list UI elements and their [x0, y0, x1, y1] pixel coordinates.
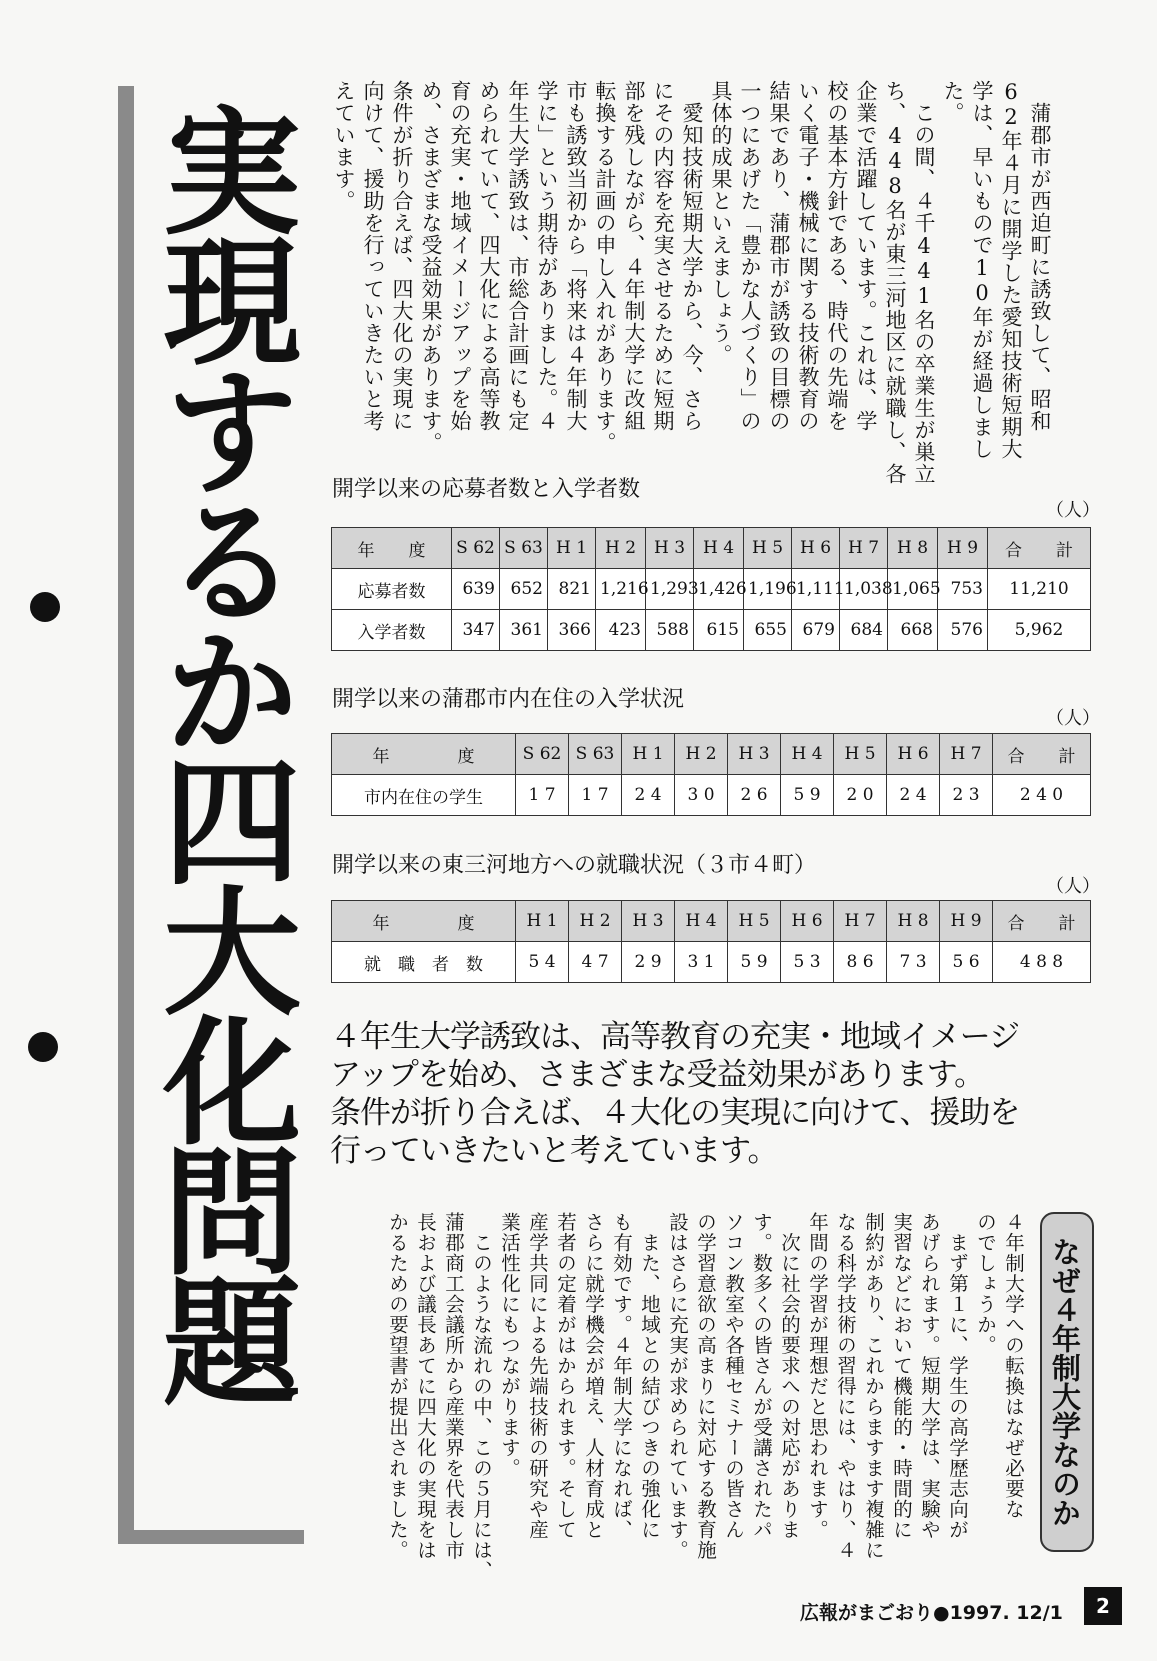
table-cell: 2 9: [622, 942, 675, 983]
table-header-cell: H 1: [516, 901, 569, 942]
table-header-cell: H 7: [840, 528, 888, 569]
table-cell: 588: [646, 610, 694, 651]
table-header-cell: H 1: [622, 734, 675, 775]
table-cell: 576: [938, 610, 988, 651]
table-cell: 1,293: [646, 569, 694, 610]
table-header-cell: H 7: [834, 901, 887, 942]
lead-line: 条件が折り合えば、４大化の実現に向けて、援助を: [330, 1095, 1020, 1131]
table-cell: 1,196: [744, 569, 792, 610]
table-row: [332, 901, 1091, 942]
table-row-label: 入学者数: [332, 610, 452, 651]
table-cell: 1,065: [888, 569, 938, 610]
lead-paragraph: [330, 1018, 1120, 1170]
table-title-residents: 開学以来の蒲郡市内在住の入学状況: [332, 687, 685, 712]
table-cell: 366: [548, 610, 596, 651]
table-cell: 1 7: [569, 775, 622, 816]
employment-table: [331, 900, 1091, 983]
table-cell: 3 1: [675, 942, 728, 983]
table-header-cell: 年 度: [332, 734, 516, 775]
table-header-cell: S 63: [500, 528, 548, 569]
table-header-cell: H 5: [744, 528, 792, 569]
table-header-cell: 合 計: [993, 734, 1091, 775]
table-header-cell: H 6: [792, 528, 840, 569]
table-header-cell: H 6: [887, 734, 940, 775]
table-header-cell: H 3: [646, 528, 694, 569]
lead-line: ４年生大学誘致は、高等教育の充実・地域イメージ: [330, 1019, 1020, 1055]
table-header-cell: 年 度: [332, 528, 452, 569]
table-header-cell: H 8: [887, 901, 940, 942]
table-row-label: 市内在住の学生: [332, 775, 516, 816]
table-total-cell: 2 4 0: [993, 775, 1091, 816]
table-cell: 7 3: [887, 942, 940, 983]
table-unit-residents: （人）: [1046, 708, 1100, 729]
table-header-cell: S 63: [569, 734, 622, 775]
table-header-cell: H 7: [940, 734, 993, 775]
table-row: [332, 528, 1091, 569]
table-row: [332, 734, 1091, 775]
table-total-cell: 5,962: [988, 610, 1091, 651]
table-cell: 347: [452, 610, 500, 651]
headline: 実現するか四大化問題: [140, 100, 301, 1400]
table-cell: 1,216: [596, 569, 646, 610]
table-header-cell: H 6: [781, 901, 834, 942]
table-total-cell: 11,210: [988, 569, 1091, 610]
table-unit-employment: （人）: [1046, 876, 1100, 897]
lead-line: 行っていきたいと考えています。: [330, 1133, 778, 1169]
table-cell: 423: [596, 610, 646, 651]
applicants-table: [331, 527, 1091, 651]
table-row-label: 就 職 者 数: [332, 942, 516, 983]
table-unit-applicants: （人）: [1046, 500, 1100, 521]
table-cell: 2 6: [728, 775, 781, 816]
table-row-label: 応募者数: [332, 569, 452, 610]
table-cell: 2 0: [834, 775, 887, 816]
punch-hole-upper: [30, 592, 60, 622]
table-cell: 679: [792, 610, 840, 651]
table-cell: 4 7: [569, 942, 622, 983]
table-header-cell: S 62: [516, 734, 569, 775]
table-header-cell: H 1: [548, 528, 596, 569]
table-cell: 1,111: [792, 569, 840, 610]
table-cell: 1 7: [516, 775, 569, 816]
table-cell: 5 9: [781, 775, 834, 816]
table-title-applicants: 開学以来の応募者数と入学者数: [332, 477, 641, 502]
table-row: [332, 775, 1091, 816]
table-header-cell: H 4: [694, 528, 744, 569]
headline-bar: [118, 86, 134, 1542]
table-cell: 1,038: [840, 569, 888, 610]
table-cell: 2 4: [622, 775, 675, 816]
table-row: [332, 610, 1091, 651]
why-heading: なぜ４年制大学なのか: [1040, 1212, 1094, 1552]
table-cell: 5 9: [728, 942, 781, 983]
table-title-employment: 開学以来の東三河地方への就職状況（３市４町）: [332, 853, 817, 878]
table-cell: 8 6: [834, 942, 887, 983]
table-row: [332, 942, 1091, 983]
table-header-cell: H 4: [675, 901, 728, 942]
table-header-cell: H 2: [596, 528, 646, 569]
table-cell: 5 4: [516, 942, 569, 983]
table-cell: 3 0: [675, 775, 728, 816]
table-header-cell: S 62: [452, 528, 500, 569]
table-cell: 639: [452, 569, 500, 610]
table-header-cell: 合 計: [988, 528, 1091, 569]
table-total-cell: 4 8 8: [993, 942, 1091, 983]
table-row: [332, 569, 1091, 610]
table-cell: 753: [938, 569, 988, 610]
table-header-cell: H 5: [834, 734, 887, 775]
table-header-cell: H 4: [781, 734, 834, 775]
table-header-cell: H 3: [728, 734, 781, 775]
punch-hole-lower: [28, 1032, 58, 1062]
table-cell: 615: [694, 610, 744, 651]
table-header-cell: H 9: [940, 901, 993, 942]
table-cell: 684: [840, 610, 888, 651]
table-header-cell: H 9: [938, 528, 988, 569]
footer-publication: 広報がまごおり●1997. 12/1: [800, 1602, 1063, 1624]
table-header-cell: H 2: [675, 734, 728, 775]
lead-line: アップを始め、さまざまな受益効果があります。: [330, 1057, 985, 1093]
intro-article: 蒲郡市が西迫町に誘致して、昭和 62年４月に開学した愛知技術短期大 学は、早いもので10年が経過しまし た。 この間、４千441名の卒業生が巣立 ち、448名が東三河地区に就職し、各 企業で活躍しています。これは、学 校の基本方針である、時代の先端を いく電子・機械に関する技術教育の 結果であり、蒲郡市が誘致の目標の 一つにあげた「豊かな人づくり」の 具体的成果といえましょう。 愛知技術短期大学から、今、さら にその内容を充実させるために短期 部を残しながら、４年制大学に改組 転換する計画の申し入れがあります。 市も誘致当初から「将来は４年制大 学に」という期待がありました。４ 年生大学誘致は、市総合計画にも定 められていて、四大化による高等教 育の充実・地域イメージアップを始 め、さまざまな受益効果があります。 条件が折り合えば、四大化の実現に 向けて、援助を行っていきたいと考 えています。: [332, 80, 1052, 485]
table-cell: 5 6: [940, 942, 993, 983]
residents-table: [331, 733, 1091, 816]
table-cell: 821: [548, 569, 596, 610]
table-cell: 1,426: [694, 569, 744, 610]
table-header-cell: 合 計: [993, 901, 1091, 942]
table-cell: 652: [500, 569, 548, 610]
table-header-cell: H 2: [569, 901, 622, 942]
table-header-cell: 年 度: [332, 901, 516, 942]
table-header-cell: H 8: [888, 528, 938, 569]
table-header-cell: H 3: [622, 901, 675, 942]
table-cell: 668: [888, 610, 938, 651]
why-article: ４年制大学への転換はなぜ必要な のでしょうか。 まず第１に、学生の高学歴志向が あげられます。短期大学は、実験や 実習などにおいて機能的・時間的に 制約があり、これからますます複雑に なる科学技術の習得には、やはり、４ 年間の学習が理想だと思われます。 次に社会的要求への対応がありま す。数多くの皆さんが受講されたパ ソコン教室や各種セミナーの皆さん の学習意欲の高まりに対応する教育施 設はさらに充実が求められています。 また、地域との結びつきの強化に も有効です。４年制大学になれば、 さらに就学機会が増え、人材育成と 若者の定着がはかられます。そして 産学共同による先端技術の研究や産 業活性化にもつながります。 このような流れの中、この５月には、 蒲郡商工会議所から産業界を代表し市 長および議長あてに四大化の実現をは かるための要望書が提出されました。: [386, 1212, 1025, 1581]
table-cell: 361: [500, 610, 548, 651]
table-cell: 2 4: [887, 775, 940, 816]
table-cell: 655: [744, 610, 792, 651]
page-number: 2: [1084, 1587, 1122, 1625]
table-cell: 2 3: [940, 775, 993, 816]
table-cell: 5 3: [781, 942, 834, 983]
table-header-cell: H 5: [728, 901, 781, 942]
